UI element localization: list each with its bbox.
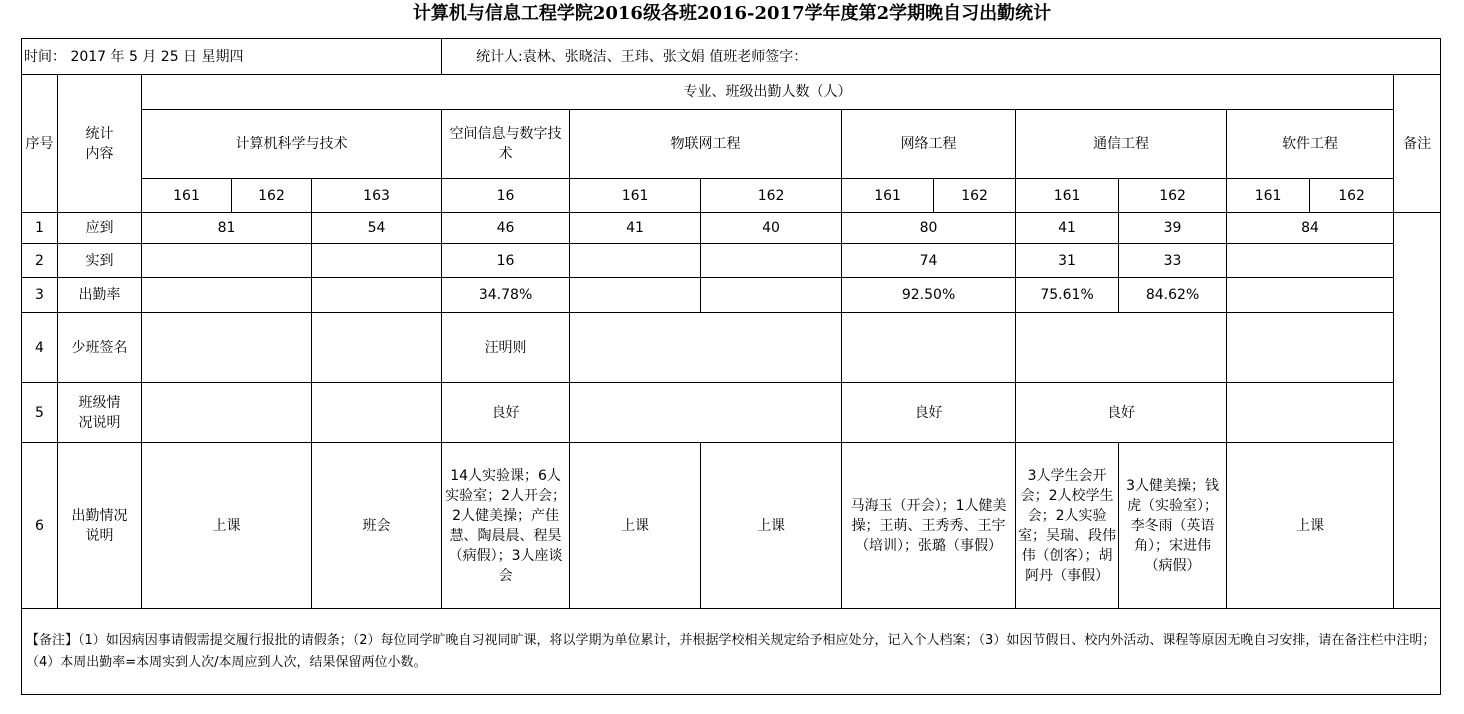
class-iot-161: 161	[570, 179, 701, 213]
row-1-cs-161-162: 81	[142, 213, 312, 244]
row-2-iot-162	[701, 244, 842, 278]
row-1-spatial: 46	[442, 213, 570, 244]
row-1-network: 80	[842, 213, 1016, 244]
row-5-software	[1227, 383, 1394, 443]
row-3-network: 92.50%	[842, 278, 1016, 313]
row-4-iot	[570, 313, 842, 383]
row-5-label: 班级情 况说明	[58, 383, 142, 443]
row-5-remark	[1394, 383, 1441, 443]
row-5-cs-163	[312, 383, 442, 443]
page-title: 计算机与信息工程学院2016级各班2016-2017学年度第2学期晚自习出勤统计	[412, 3, 1052, 24]
row-3-iot-162	[701, 278, 842, 313]
major-cs: 计算机科学与技术	[142, 110, 442, 179]
row-6-tel-162: 3人健美操；钱虎（实验室）；李冬雨（英语角）；宋进伟（病假）	[1119, 443, 1227, 609]
row-1-iot-161: 41	[570, 213, 701, 244]
remark-header: 备注	[1394, 75, 1441, 213]
row-3-iot-161	[570, 278, 701, 313]
row-5-no: 5	[22, 383, 58, 443]
row-3-spatial: 34.78%	[442, 278, 570, 313]
class-iot-162: 162	[701, 179, 842, 213]
counters-info: 统计人:袁林、张晓洁、王玮、张文娟 值班老师签字：	[442, 39, 1441, 75]
class-net-161: 161	[842, 179, 934, 213]
class-sw-161: 161	[1227, 179, 1310, 213]
class-sw-162: 162	[1310, 179, 1394, 213]
attendance-table	[21, 38, 1441, 695]
row-4-software	[1227, 313, 1394, 383]
row-5-spatial: 良好	[442, 383, 570, 443]
content-header: 统计 内容	[58, 75, 142, 213]
major-spatial: 空间信息与数字技术	[442, 110, 570, 179]
row-6-remark	[1394, 443, 1441, 609]
group-header: 专业、班级出勤人数（人）	[142, 75, 1394, 110]
row-2-no: 2	[22, 244, 58, 278]
row-6-software: 上课	[1227, 443, 1394, 609]
row-6-cs-161-162: 上课	[142, 443, 312, 609]
row-4-telecom	[1016, 313, 1227, 383]
row-6-cs-163: 班会	[312, 443, 442, 609]
row-3-remark	[1394, 278, 1441, 313]
row-6-network: 马海玉（开会）；1人健美操；王萌、王秀秀、王宇（培训）；张璐（事假）	[842, 443, 1016, 609]
row-1-tel-162: 39	[1119, 213, 1227, 244]
row-2-cs-161-162	[142, 244, 312, 278]
major-software: 软件工程	[1227, 110, 1394, 179]
row-6-tel-161: 3人学生会开会；2人校学生会；2人实验室；吴瑞、段伟伟（创客）；胡阿丹（事假）	[1016, 443, 1119, 609]
major-network: 网络工程	[842, 110, 1016, 179]
row-4-cs-161-162	[142, 313, 312, 383]
row-6-spatial: 14人实验课；6人实验室；2人开会；2人健美操；产佳慧、陶晨晨、程昊（病假）；3人座谈会	[442, 443, 570, 609]
row-2-remark	[1394, 244, 1441, 278]
row-4-label: 少班签名	[58, 313, 142, 383]
row-1-tel-161: 41	[1016, 213, 1119, 244]
row-4-network	[842, 313, 1016, 383]
row-3-software	[1227, 278, 1394, 313]
row-2-software	[1227, 244, 1394, 278]
row-2-tel-162: 33	[1119, 244, 1227, 278]
row-5-telecom: 良好	[1016, 383, 1227, 443]
row-4-cs-163	[312, 313, 442, 383]
class-spatial-16: 16	[442, 179, 570, 213]
class-tel-162: 162	[1119, 179, 1227, 213]
row-4-spatial: 汪明则	[442, 313, 570, 383]
row-2-iot-161	[570, 244, 701, 278]
row-4-remark	[1394, 313, 1441, 383]
row-1-label: 应到	[58, 213, 142, 244]
major-iot: 物联网工程	[570, 110, 842, 179]
row-6-no: 6	[22, 443, 58, 609]
row-3-cs-163	[312, 278, 442, 313]
row-6-iot-162: 上课	[701, 443, 842, 609]
row-1-remark	[1394, 213, 1441, 244]
row-1-no: 1	[22, 213, 58, 244]
row-3-tel-161: 75.61%	[1016, 278, 1119, 313]
row-3-label: 出勤率	[58, 278, 142, 313]
class-cs-163: 163	[312, 179, 442, 213]
seq-header: 序号	[22, 75, 58, 213]
date-info: 时间： 2017 年 5 月 25 日 星期四	[22, 39, 442, 75]
row-2-spatial: 16	[442, 244, 570, 278]
class-net-162: 162	[934, 179, 1016, 213]
row-3-tel-162: 84.62%	[1119, 278, 1227, 313]
row-2-tel-161: 31	[1016, 244, 1119, 278]
row-2-label: 实到	[58, 244, 142, 278]
row-5-cs-161-162	[142, 383, 312, 443]
row-5-network: 良好	[842, 383, 1016, 443]
row-1-cs-163: 54	[312, 213, 442, 244]
row-3-no: 3	[22, 278, 58, 313]
row-5-iot	[570, 383, 842, 443]
class-cs-162: 162	[232, 179, 312, 213]
class-tel-161: 161	[1016, 179, 1119, 213]
class-cs-161: 161	[142, 179, 232, 213]
major-telecom: 通信工程	[1016, 110, 1227, 179]
row-6-label: 出勤情况 说明	[58, 443, 142, 609]
row-6-iot-161: 上课	[570, 443, 701, 609]
row-2-cs-163	[312, 244, 442, 278]
row-1-software: 84	[1227, 213, 1394, 244]
row-4-no: 4	[22, 313, 58, 383]
row-1-iot-162: 40	[701, 213, 842, 244]
row-2-network: 74	[842, 244, 1016, 278]
footnote: 【备注】（1）如因病因事请假需提交履行报批的请假条；（2）每位同学旷晚自习视同旷课，将以学期为单位累计，并根据学校相关规定给予相应处分，记入个人档案；（3）如因节假日、校内外活动、课程等原因无晚自习安排，请在备注栏中注明；（4）本周出勤率=本周实到人次/本周应到人次，结果保留两位小数。	[22, 609, 1441, 695]
row-3-cs-161-162	[142, 278, 312, 313]
